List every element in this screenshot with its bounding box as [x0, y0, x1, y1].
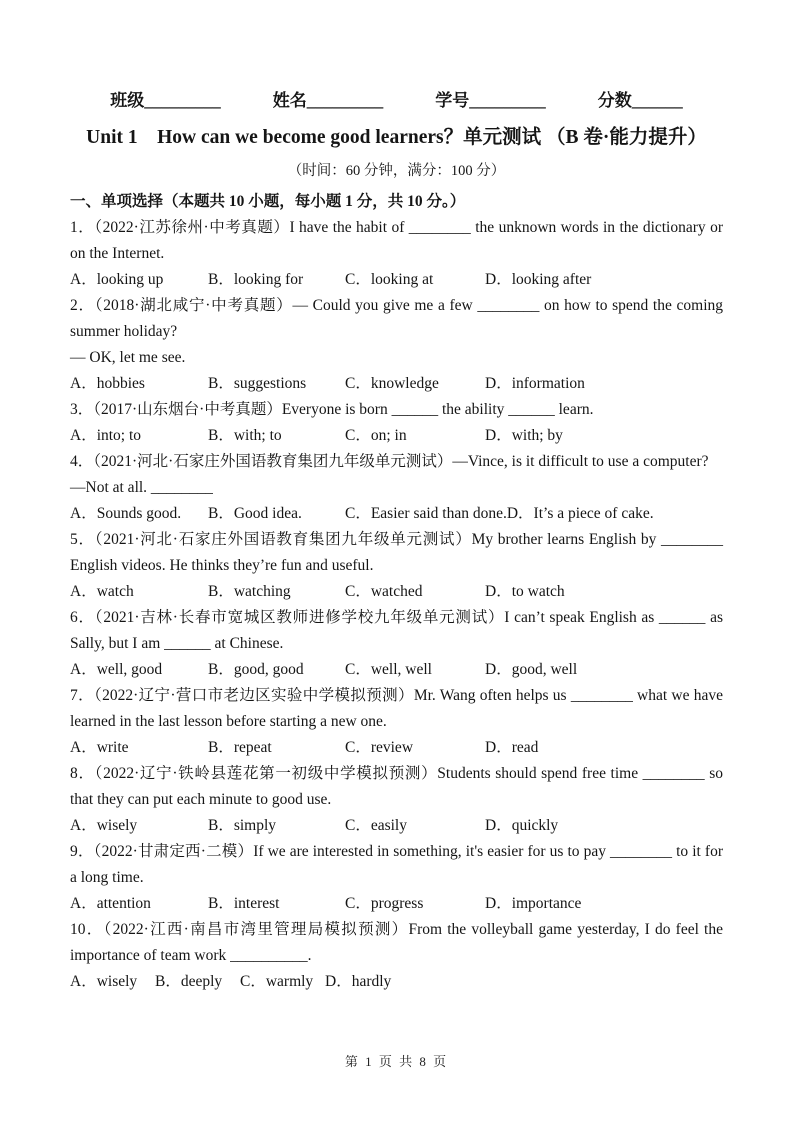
option: D．It’s a piece of cake. — [506, 505, 654, 522]
question-text: — OK, let me see. — [70, 349, 186, 366]
question-block — [70, 839, 723, 917]
option: C．well, well — [345, 661, 432, 678]
option: C．progress — [345, 895, 424, 912]
question-block — [70, 761, 723, 839]
question-block — [70, 449, 723, 527]
option: B．looking for — [208, 271, 304, 288]
score-field: 分数______ — [597, 91, 683, 110]
option: D．importance — [485, 895, 582, 912]
question-text: 10．（2022·江西·南昌市湾里管理局模拟预测）From the volleyball game yesterday, I do feel the importance of team work __________. — [70, 921, 723, 964]
question-text: 4．（2021·河北·石家庄外国语教育集团九年级单元测试）—Vince, is it difficult to use a computer? — [70, 453, 709, 470]
question-text: —Not at all. ________ — [70, 479, 213, 496]
option: B．deeply — [155, 973, 223, 990]
question-block — [70, 527, 723, 605]
question-block — [70, 917, 723, 995]
option: D．quickly — [485, 817, 559, 834]
option: D．hardly — [325, 973, 392, 990]
option: B．repeat — [208, 739, 272, 756]
option: C．warmly — [240, 973, 314, 990]
option: A．wisely — [70, 973, 138, 990]
option: C．easily — [345, 817, 407, 834]
option: D．looking after — [485, 271, 592, 288]
question-block — [70, 215, 723, 293]
options-row — [70, 969, 723, 995]
option: C．on; in — [345, 427, 407, 444]
option: B．suggestions — [208, 375, 307, 392]
name-field: 姓名_________ — [272, 91, 384, 110]
option: D．information — [485, 375, 585, 392]
question-text: 2．（2018·湖北咸宁·中考真题）— Could you give me a few ________ on how to spend the coming summer holiday? — [70, 297, 723, 340]
option: C．watched — [345, 583, 423, 600]
option: D．good, well — [485, 661, 578, 678]
option: C．looking at — [345, 271, 434, 288]
exam-meta: （时间：60 分钟，满分：100 分） — [287, 163, 506, 179]
student-info-row — [70, 90, 723, 112]
option: D．to watch — [485, 583, 565, 600]
class-field: 班级_________ — [110, 91, 221, 110]
question-block — [70, 397, 723, 449]
question-text: 3．（2017·山东烟台·中考真题）Everyone is born ______ the ability ______ learn. — [70, 401, 594, 418]
option: A．wisely — [70, 817, 138, 834]
option: D．with; by — [485, 427, 563, 444]
question-block — [70, 605, 723, 683]
option: A．attention — [70, 895, 151, 912]
options-row — [70, 813, 723, 839]
options-row — [70, 423, 723, 449]
options-row — [70, 891, 723, 917]
option: C．Easier said than done. — [345, 505, 507, 522]
option: A．watch — [70, 583, 134, 600]
options-row — [70, 657, 723, 683]
options-row — [70, 501, 723, 527]
option: B．with; to — [208, 427, 282, 444]
option: C．knowledge — [345, 375, 439, 392]
question-text: 8．（2022·辽宁·铁岭县莲花第一初级中学模拟预测）Students should spend free time ________ so that they can put each minute to good use. — [70, 765, 723, 808]
option: A．into; to — [70, 427, 142, 444]
options-row — [70, 267, 723, 293]
question-text: 5．（2021·河北·石家庄外国语教育集团九年级单元测试）My brother learns English by ________ English videos. He thinks they’re fun and useful. — [70, 531, 723, 574]
question-text: 1．（2022·江苏徐州·中考真题）I have the habit of ________ the unknown words in the dictionary or on the Internet. — [70, 219, 723, 262]
options-row — [70, 371, 723, 397]
options-row — [70, 579, 723, 605]
question-block — [70, 293, 723, 397]
option: D．read — [485, 739, 539, 756]
option: B．Good idea. — [208, 505, 302, 522]
option: B．simply — [208, 817, 277, 834]
option: B．watching — [208, 583, 291, 600]
section-heading: 一、单项选择（本题共 10 小题，每小题 1 分，共 10 分。） — [70, 193, 466, 210]
option: C．review — [345, 739, 414, 756]
student-id-field: 学号_________ — [435, 91, 546, 110]
option: A．well, good — [70, 661, 163, 678]
option: A．hobbies — [70, 375, 145, 392]
option: B．good, good — [208, 661, 304, 678]
option: A．write — [70, 739, 129, 756]
page-title: Unit 1 How can we become good learners？单元测试 （B 卷·能力提升） — [86, 127, 707, 148]
question-text: 7．（2022·辽宁·营口市老边区实验中学模拟预测）Mr. Wang often helps us ________ what we have learned in the last lesson before starting a new one. — [70, 687, 723, 730]
option: A．Sounds good. — [70, 505, 182, 522]
question-text: 6．（2021·吉林·长春市宽城区教师进修学校九年级单元测试）I can’t speak English as ______ as Sally, but I am ______ at Chinese. — [70, 609, 723, 652]
option: A．looking up — [70, 271, 164, 288]
question-block — [70, 683, 723, 761]
page-number-footer: 第 1 页 共 8 页 — [344, 1054, 449, 1069]
options-row — [70, 735, 723, 761]
question-text: 9．（2022·甘肃定西·二模）If we are interested in something, it's easier for us to pay ________ to it for a long time. — [70, 843, 723, 886]
option: B．interest — [208, 895, 280, 912]
